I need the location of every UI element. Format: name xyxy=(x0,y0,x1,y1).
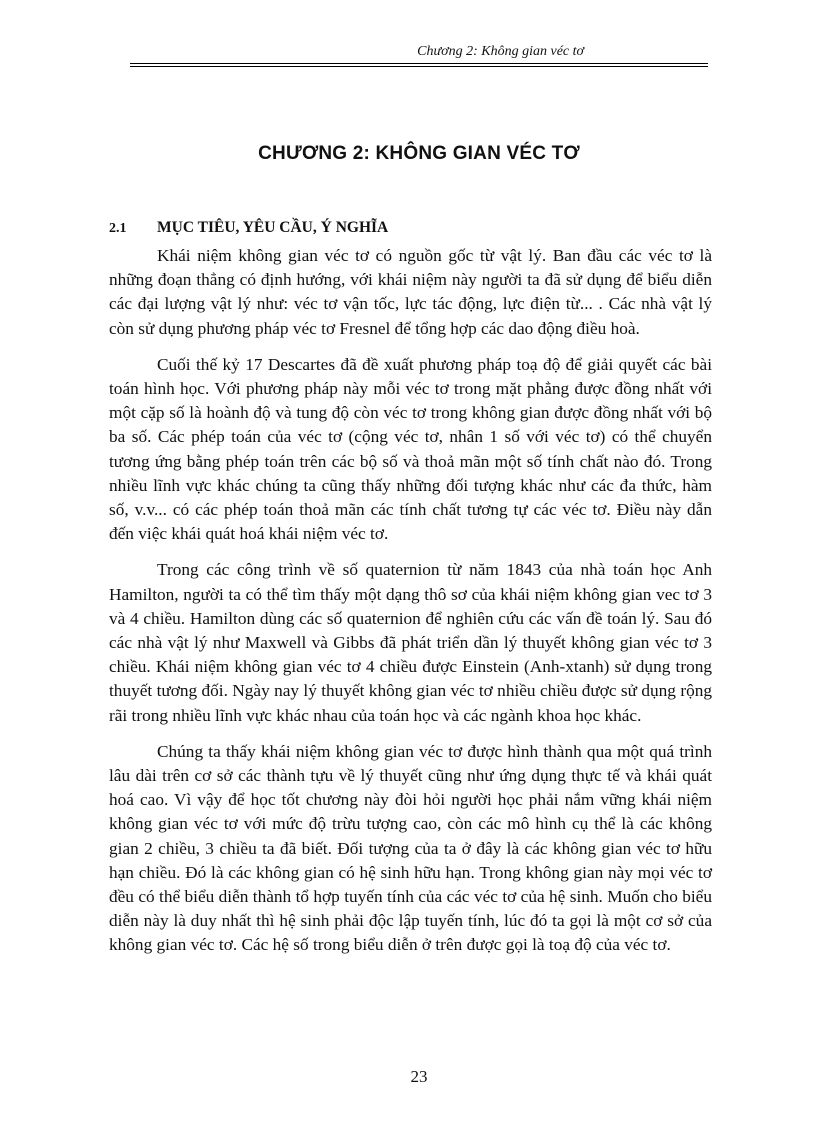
paragraph-1: Khái niệm không gian véc tơ có nguồn gốc từ vật lý. Ban đầu các véc tơ là những đoạn thẳng có định hướng, với khái niệm này người ta đã sử dụng để biểu diễn các đại lượng vật lý như: véc tơ vận tốc, lực tác động, lực điện từ... . Các nhà vật lý còn sử dụng phương pháp véc tơ Fresnel để tổng hợp các dao động điều hoà. xyxy=(109,246,712,338)
section-title: MỤC TIÊU, YÊU CẦU, Ý NGHĨA xyxy=(157,219,389,236)
page-number: 23 xyxy=(410,1067,428,1086)
header-rule-bottom xyxy=(130,66,708,67)
running-header: Chương 2: Không gian véc tơ xyxy=(417,44,584,59)
body-text xyxy=(109,244,712,970)
chapter-title: CHƯƠNG 2: KHÔNG GIAN VÉC TƠ xyxy=(258,143,580,164)
section-heading xyxy=(109,219,388,237)
paragraph-2: Cuối thế kỷ 17 Descartes đã đề xuất phương pháp toạ độ để giải quyết các bài toán hình học. Với phương pháp này mỗi véc tơ trong mặt phẳng được đồng nhất với một cặp số là hoành độ và tung độ còn véc tơ trong không gian được đồng nhất với bộ ba số. Các phép toán của véc tơ (cộng véc tơ, nhân 1 số với véc tơ) có thể chuyển tương ứng bằng phép toán trên các bộ số và thoả mãn một số tính chất nào đó. Trong nhiều lĩnh vực khác chúng ta cũng thấy những đối tượng khác như các đa thức, hàm số, v.v... có các phép toán thoả mãn các tính chất tương tự các véc tơ. Điều này dẫn đến việc khái quát hoá khái niệm véc tơ. xyxy=(109,354,712,544)
section-number: 2.1 xyxy=(109,221,127,236)
paragraph-3: Trong các công trình về số quaternion từ năm 1843 của nhà toán học Anh Hamilton, người ta có thể tìm thấy một dạng thô sơ của khái niệm không gian vec tơ 3 và 4 chiều. Hamilton dùng các số quaternion để nghiên cứu các vấn đề toán lý. Sau đó các nhà vật lý như Maxwell và Gibbs đã phát triển dần lý thuyết không gian véc tơ 3 chiều. Khái niệm không gian véc tơ 4 chiều được Einstein (Anh-xtanh) sử dụng trong thuyết tương đối. Ngày nay lý thuyết không gian véc tơ nhiều chiều được sử dụng rộng rãi trong nhiều lĩnh vực khác nhau của toán học và các ngành khoa học khác. xyxy=(109,560,712,725)
paragraph-4: Chúng ta thấy khái niệm không gian véc tơ được hình thành qua một quá trình lâu dài trên cơ sở các thành tựu về lý thuyết cũng như ứng dụng thực tế và khái quát hoá cao. Vì vậy để học tốt chương này đòi hỏi người học phải nắm vững khái niệm không gian véc tơ với mức độ trừu tượng cao, còn các mô hình cụ thể là các không gian 2 chiều, 3 chiều ta đã biết. Đối tượng của ta ở đây là các không gian véc tơ hữu hạn chiều. Đó là các không gian có hệ sinh hữu hạn. Trong không gian này mọi véc tơ đều có thể biểu diễn thành tổ hợp tuyến tính của các véc tơ của hệ sinh. Muốn cho biểu diễn này là duy nhất thì hệ sinh phải độc lập tuyến tính, lúc đó ta gọi là một cơ sở của không gian véc tơ. Các hệ số trong biểu diễn ở trên được gọi là toạ độ của véc tơ. xyxy=(109,741,712,955)
header-rule-top xyxy=(130,63,708,64)
